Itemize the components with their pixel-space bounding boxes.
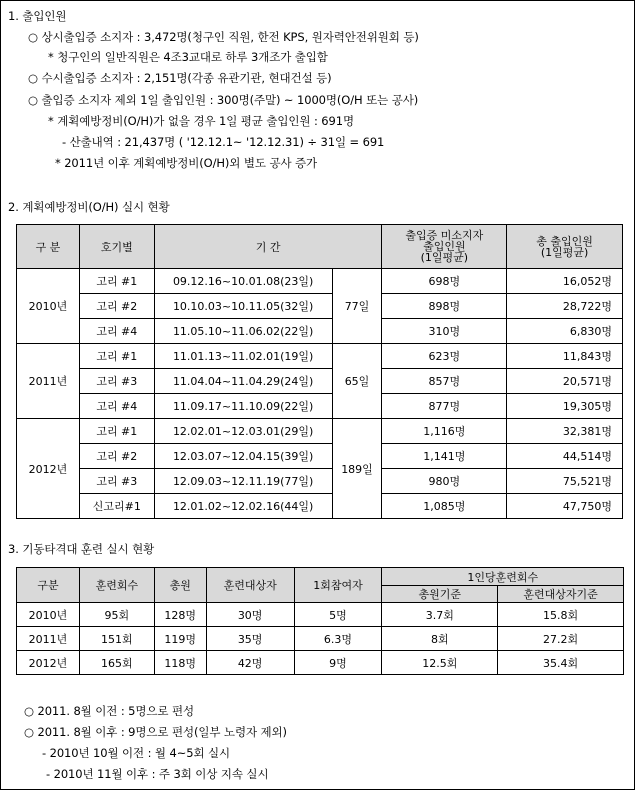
training-by-total: 8회 (382, 627, 498, 651)
oh-period: 12.03.07~12.04.15(39일) (154, 444, 332, 469)
section1-item-2: * 청구인의 일반직원은 4조3교대로 하루 3개조가 출입함 (48, 50, 328, 64)
training-members: 128명 (154, 603, 206, 627)
oh-total: 75,521명 (507, 469, 623, 494)
training-per-session: 9명 (294, 651, 382, 675)
oh-period: 12.02.01~12.03.01(29일) (154, 419, 332, 444)
section1-item-4: ○ 출입증 소지자 제외 1일 출입인원 : 300명(주말) ~ 1000명(O/H 또는 공사) (28, 93, 419, 107)
oh-period: 11.09.17~11.10.09(22일) (154, 394, 332, 419)
oh-unit: 고리 #3 (79, 469, 154, 494)
training-header-per-person: 1인당훈련회수 (382, 568, 624, 586)
table-row (17, 627, 624, 651)
note-3: - 2010년 10월 이전 : 월 4~5회 실시 (42, 746, 231, 760)
oh-days: 77일 (332, 269, 382, 344)
training-year: 2010년 (17, 603, 80, 627)
training-members: 119명 (154, 627, 206, 651)
oh-avg: 1,141명 (382, 444, 507, 469)
training-by-target: 15.8회 (498, 603, 624, 627)
note-1: ○ 2011. 8월 이전 : 5명으로 편성 (24, 704, 194, 718)
oh-year: 2011년 (17, 344, 80, 419)
oh-table (16, 224, 623, 519)
training-count: 95회 (79, 603, 154, 627)
oh-unit: 고리 #1 (79, 419, 154, 444)
section1-item-5: * 계획예방정비(O/H)가 없을 경우 1일 평균 출입인원 : 691명 (48, 114, 354, 128)
oh-total: 16,052명 (507, 269, 623, 294)
table-row (17, 469, 623, 494)
training-targets: 30명 (206, 603, 294, 627)
training-by-target: 27.2회 (498, 627, 624, 651)
section1-item-1: ○ 상시출입증 소지자 : 3,472명(청구인 직원, 한전 KPS, 원자력안전위원회 등) (28, 30, 419, 44)
table-row (17, 269, 623, 294)
training-table (16, 567, 624, 675)
training-header-row-1 (17, 568, 624, 586)
training-year: 2012년 (17, 651, 80, 675)
training-by-total: 3.7회 (382, 603, 498, 627)
training-header-by-total: 총원기준 (382, 586, 498, 603)
section3-title: 3. 기동타격대 훈련 실시 현황 (8, 542, 155, 556)
oh-avg: 1,116명 (382, 419, 507, 444)
oh-avg: 980명 (382, 469, 507, 494)
training-header-by-target: 훈련대상자기준 (498, 586, 624, 603)
oh-period: 12.09.03~12.11.19(77일) (154, 469, 332, 494)
oh-header-total-line1: 총 출입인원 (536, 234, 593, 248)
oh-total: 20,571명 (507, 369, 623, 394)
oh-unit: 고리 #4 (79, 319, 154, 344)
training-header-gubun: 구분 (17, 568, 80, 603)
oh-avg: 857명 (382, 369, 507, 394)
oh-avg: 698명 (382, 269, 507, 294)
table-row (17, 369, 623, 394)
oh-header-unit: 호기별 (79, 225, 154, 269)
oh-days: 189일 (332, 419, 382, 519)
training-header-per-session: 1회참여자 (294, 568, 382, 603)
training-targets: 35명 (206, 627, 294, 651)
training-year: 2011년 (17, 627, 80, 651)
oh-days: 65일 (332, 344, 382, 419)
oh-unit: 고리 #2 (79, 294, 154, 319)
oh-unit: 고리 #1 (79, 344, 154, 369)
oh-avg: 310명 (382, 319, 507, 344)
oh-total: 44,514명 (507, 444, 623, 469)
oh-total: 47,750명 (507, 494, 623, 519)
oh-period: 09.12.16~10.01.08(23일) (154, 269, 332, 294)
note-4: - 2010년 11월 이후 : 주 3회 이상 지속 실시 (46, 767, 269, 781)
table-row (17, 603, 624, 627)
oh-total: 32,381명 (507, 419, 623, 444)
training-per-session: 6.3명 (294, 627, 382, 651)
oh-avg: 898명 (382, 294, 507, 319)
oh-total: 28,722명 (507, 294, 623, 319)
oh-unit: 고리 #1 (79, 269, 154, 294)
training-header-count: 훈련회수 (79, 568, 154, 603)
oh-total: 19,305명 (507, 394, 623, 419)
oh-year: 2010년 (17, 269, 80, 344)
training-by-total: 12.5회 (382, 651, 498, 675)
oh-header-row (17, 225, 623, 269)
oh-period: 12.01.02~12.02.16(44일) (154, 494, 332, 519)
oh-unit: 고리 #2 (79, 444, 154, 469)
oh-header-avg-line3: (1일평균) (420, 251, 469, 264)
oh-header-total (507, 225, 623, 269)
table-row (17, 651, 624, 675)
section2-title: 2. 계획예방정비(O/H) 실시 현황 (8, 200, 170, 214)
oh-unit: 고리 #4 (79, 394, 154, 419)
section1-item-6: - 산출내역 : 21,437명 ( '12.12.1~ '12.12.31) ÷ 31일 = 691 (62, 135, 385, 149)
table-row (17, 419, 623, 444)
training-by-target: 35.4회 (498, 651, 624, 675)
table-row (17, 319, 623, 344)
section1-item-3: ○ 수시출입증 소지자 : 2,151명(각종 유관기관, 현대건설 등) (28, 71, 332, 85)
oh-avg: 1,085명 (382, 494, 507, 519)
oh-header-gubun: 구 분 (17, 225, 80, 269)
oh-header-avg-line2: 출입인원 (423, 240, 466, 253)
oh-header-avg-line1: 출입증 미소지자 (405, 229, 484, 242)
oh-total: 11,843명 (507, 344, 623, 369)
oh-header-total-line2: (1일평균) (540, 245, 589, 259)
training-header-members: 총원 (154, 568, 206, 603)
table-row (17, 394, 623, 419)
oh-header-period: 기 간 (154, 225, 382, 269)
section1-item-7: * 2011년 이후 계획예방정비(O/H)외 별도 공사 증가 (55, 156, 318, 170)
oh-period: 11.01.13~11.02.01(19일) (154, 344, 332, 369)
oh-period: 10.10.03~10.11.05(32일) (154, 294, 332, 319)
oh-unit: 신고리#1 (79, 494, 154, 519)
section1-title: 1. 출입인원 (8, 9, 67, 23)
table-row (17, 444, 623, 469)
training-per-session: 5명 (294, 603, 382, 627)
note-2: ○ 2011. 8월 이후 : 9명으로 편성(일부 노령자 제외) (24, 725, 287, 739)
training-members: 118명 (154, 651, 206, 675)
oh-year: 2012년 (17, 419, 80, 519)
oh-avg: 623명 (382, 344, 507, 369)
training-header-targets: 훈련대상자 (206, 568, 294, 603)
table-row (17, 344, 623, 369)
training-targets: 42명 (206, 651, 294, 675)
oh-period: 11.04.04~11.04.29(24일) (154, 369, 332, 394)
oh-header-avg (382, 225, 507, 269)
oh-avg: 877명 (382, 394, 507, 419)
training-count: 165회 (79, 651, 154, 675)
table-row (17, 294, 623, 319)
training-count: 151회 (79, 627, 154, 651)
table-row (17, 494, 623, 519)
oh-unit: 고리 #3 (79, 369, 154, 394)
oh-period: 11.05.10~11.06.02(22일) (154, 319, 332, 344)
oh-total: 6,830명 (507, 319, 623, 344)
